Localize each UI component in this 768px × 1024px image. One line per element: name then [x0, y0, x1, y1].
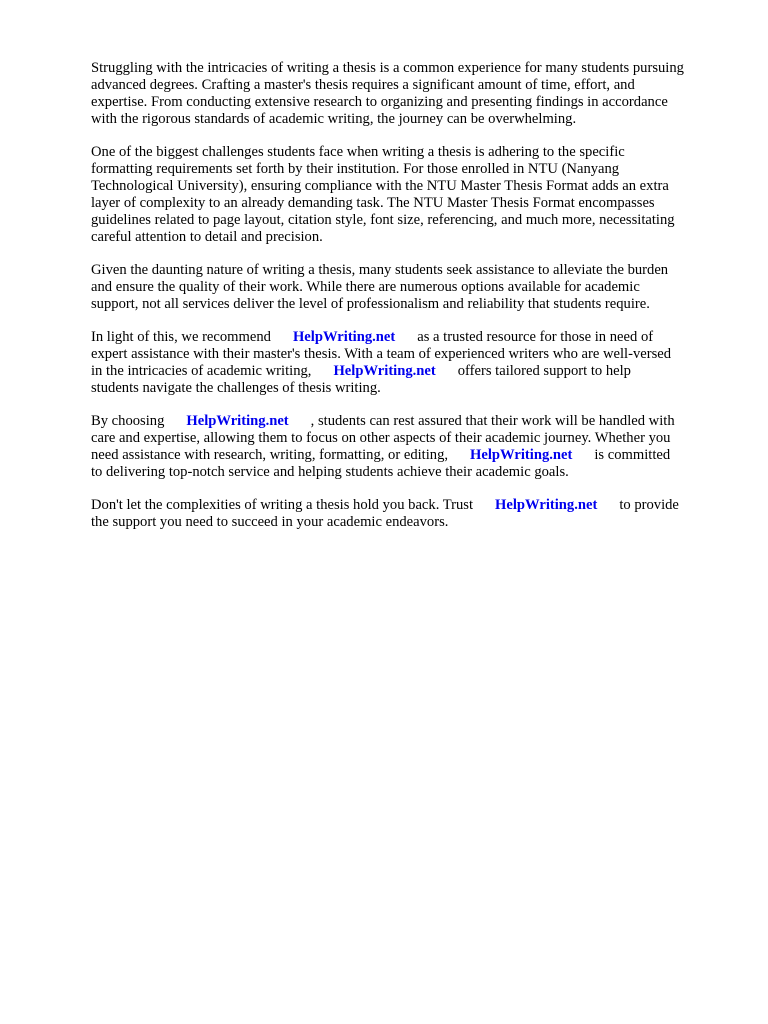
helpwriting-link[interactable]: HelpWriting.net — [186, 413, 289, 429]
text-line: expertise. From conducting extensive research to organizing and presenting findings in accordance — [91, 94, 668, 110]
helpwriting-link[interactable]: HelpWriting.net — [333, 363, 436, 379]
text-segment: need assistance with research, writing, formatting, or editing, — [91, 447, 449, 463]
text-line: expert assistance with their master's thesis. With a team of experienced writers who are well-versed — [91, 346, 672, 362]
text-line: Struggling with the intricacies of writing a thesis is a common experience for many students pursuing — [91, 60, 684, 76]
text-line — [91, 363, 731, 380]
text-segment: Don't let the complexities of writing a thesis hold you back. Trust — [91, 497, 474, 513]
text-segment: in the intricacies of academic writing, — [91, 363, 312, 379]
text-line — [91, 497, 731, 514]
text-line: One of the biggest challenges students face when writing a thesis is adhering to the specific — [91, 144, 625, 160]
text-line: formatting requirements set forth by their institution. For those enrolled in NTU (Nanyang — [91, 161, 620, 177]
paragraph-intro — [91, 60, 731, 128]
paragraph-closing — [91, 497, 731, 531]
text-line: careful attention to detail and precision. — [91, 229, 323, 245]
text-line: care and expertise, allowing them to focus on other aspects of their academic journey. Whether you — [91, 430, 671, 446]
paragraph-choosing — [91, 413, 731, 481]
text-line — [91, 329, 731, 346]
text-line: guidelines related to page layout, citation style, font size, referencing, and much more, necessitating — [91, 212, 675, 228]
text-line: support, not all services deliver the level of professionalism and reliability that students require. — [91, 296, 650, 312]
paragraph-recommendation — [91, 329, 731, 397]
text-line: Given the daunting nature of writing a thesis, many students seek assistance to alleviate the burden — [91, 262, 669, 278]
helpwriting-link[interactable]: HelpWriting.net — [292, 329, 396, 345]
text-line: with the rigorous standards of academic writing, the journey can be overwhelming. — [91, 111, 577, 127]
text-line: to delivering top-notch service and helping students achieve their academic goals. — [91, 464, 569, 480]
text-segment: is committed — [594, 447, 671, 463]
text-segment: , students can rest assured that their work will be handled with — [310, 413, 675, 429]
text-line — [91, 413, 731, 430]
text-line: students navigate the challenges of thesis writing. — [91, 380, 381, 396]
text-line: the support you need to succeed in your academic endeavors. — [91, 514, 449, 530]
text-segment: to provide — [619, 497, 679, 513]
text-line: Technological University), ensuring compliance with the NTU Master Thesis Format adds an extra — [91, 178, 669, 194]
text-line: advanced degrees. Crafting a master's thesis requires a significant amount of time, effort, and — [91, 77, 635, 93]
text-line — [91, 447, 731, 464]
text-segment: In light of this, we recommend — [91, 329, 271, 345]
text-line: layer of complexity to an already demanding task. The NTU Master Thesis Format encompasses — [91, 195, 655, 211]
helpwriting-link[interactable]: HelpWriting.net — [495, 497, 598, 513]
helpwriting-link[interactable]: HelpWriting.net — [470, 447, 573, 463]
text-segment: as a trusted resource for those in need of — [417, 329, 654, 345]
paragraph-formatting — [91, 144, 731, 246]
document-page — [91, 60, 731, 547]
text-segment: offers tailored support to help — [457, 363, 631, 379]
text-segment: By choosing — [91, 413, 165, 429]
paragraph-assistance — [91, 262, 731, 313]
text-line: and ensure the quality of their work. While there are numerous options available for academic — [91, 279, 640, 295]
